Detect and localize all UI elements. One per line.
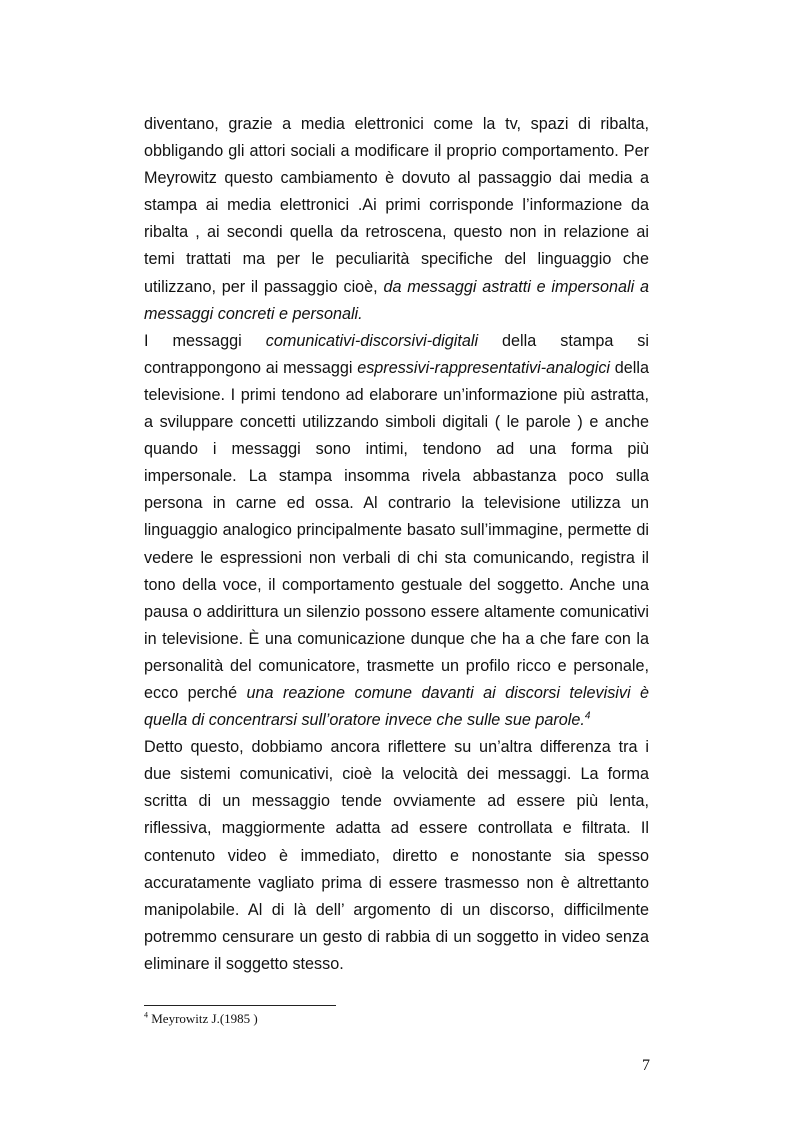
- paragraph-2-text-a: I messaggi: [144, 331, 266, 350]
- paragraph-1: [144, 111, 649, 328]
- paragraph-3: [144, 734, 649, 978]
- footnote: [144, 1011, 258, 1027]
- page-number: 7: [642, 1057, 650, 1074]
- paragraph-2: [144, 328, 649, 734]
- paragraph-2-text-b: della stampa si contrappongono ai messaggi: [144, 331, 650, 377]
- footnote-separator: [144, 1005, 336, 1006]
- footnote-reference[interactable]: 4: [584, 710, 591, 722]
- body-text: [144, 111, 649, 978]
- footnote-number: 4: [144, 1010, 148, 1020]
- paragraph-1-text: diventano, grazie a media elettronici come la tv, spazi di ribalta, obbligando gli attori sociali a modificare il proprio comportamento. Per Meyrowitz questo cambiamento è dovuto al passaggio dai media a stampa ai media elettronici .Ai primi corrisponde l’informazione da ribalta , ai secondi quella da retroscena, questo non in relazione ai temi trattati ma per le peculiarità specifiche del linguaggio che utilizzano, per il passaggio cioè,: [144, 115, 649, 296]
- paragraph-2-italic-a: comunicativi-discorsivi-digitali: [265, 331, 479, 350]
- paragraph-3-text: Detto questo, dobbiamo ancora riflettere su un’altra differenza tra i due sistemi comunicativi, cioè la velocità dei messaggi. La forma scritta di un messaggio tende ovviamente ad essere più lenta, riflessiva, maggiormente adatta ad essere controllata e filtrata. Il contenuto video è immediato, diretto e nonostante sia spesso accuratamente vagliato prima di essere trasmesso non è altrettanto manipolabile. Al di là dell’ argomento di un discorso, difficilmente potremmo censurare un gesto di rabbia di un soggetto in video senza eliminare il soggetto stesso.: [144, 738, 649, 973]
- paragraph-2-italic-c: una reazione comune davanti ai discorsi televisivi è quella di concentrarsi sull’oratore invece che sulle sue parole.: [144, 683, 649, 730]
- paragraph-1-italic: da messaggi astratti e impersonali a messaggi concreti e personali.: [144, 277, 649, 323]
- paragraph-2-italic-b: espressivi-rappresentativi-analogici: [357, 358, 611, 377]
- paragraph-2-text-c: della televisione. I primi tendono ad elaborare un’informazione più astratta, a sviluppare concetti utilizzando simboli digitali ( le parole ) e anche quando i messaggi sono intimi, tendono ad una forma più impersonale. La stampa insomma rivela abbastanza poco sulla persona in carne ed ossa. Al contrario la televisione utilizza un linguaggio analogico principalmente basato sull’immagine, permette di vedere le espressioni non verbali di chi sta comunicando, registra il tono della voce, il comportamento gestuale del soggetto. Anche una pausa o addirittura un silenzio possono essere altamente comunicativi in televisione. È una comunicazione dunque che ha a che fare con la personalità del comunicatore, trasmette un profilo ricco e personale, ecco perché: [144, 358, 649, 702]
- footnote-text: Meyrowitz J.(1985 ): [148, 1011, 258, 1026]
